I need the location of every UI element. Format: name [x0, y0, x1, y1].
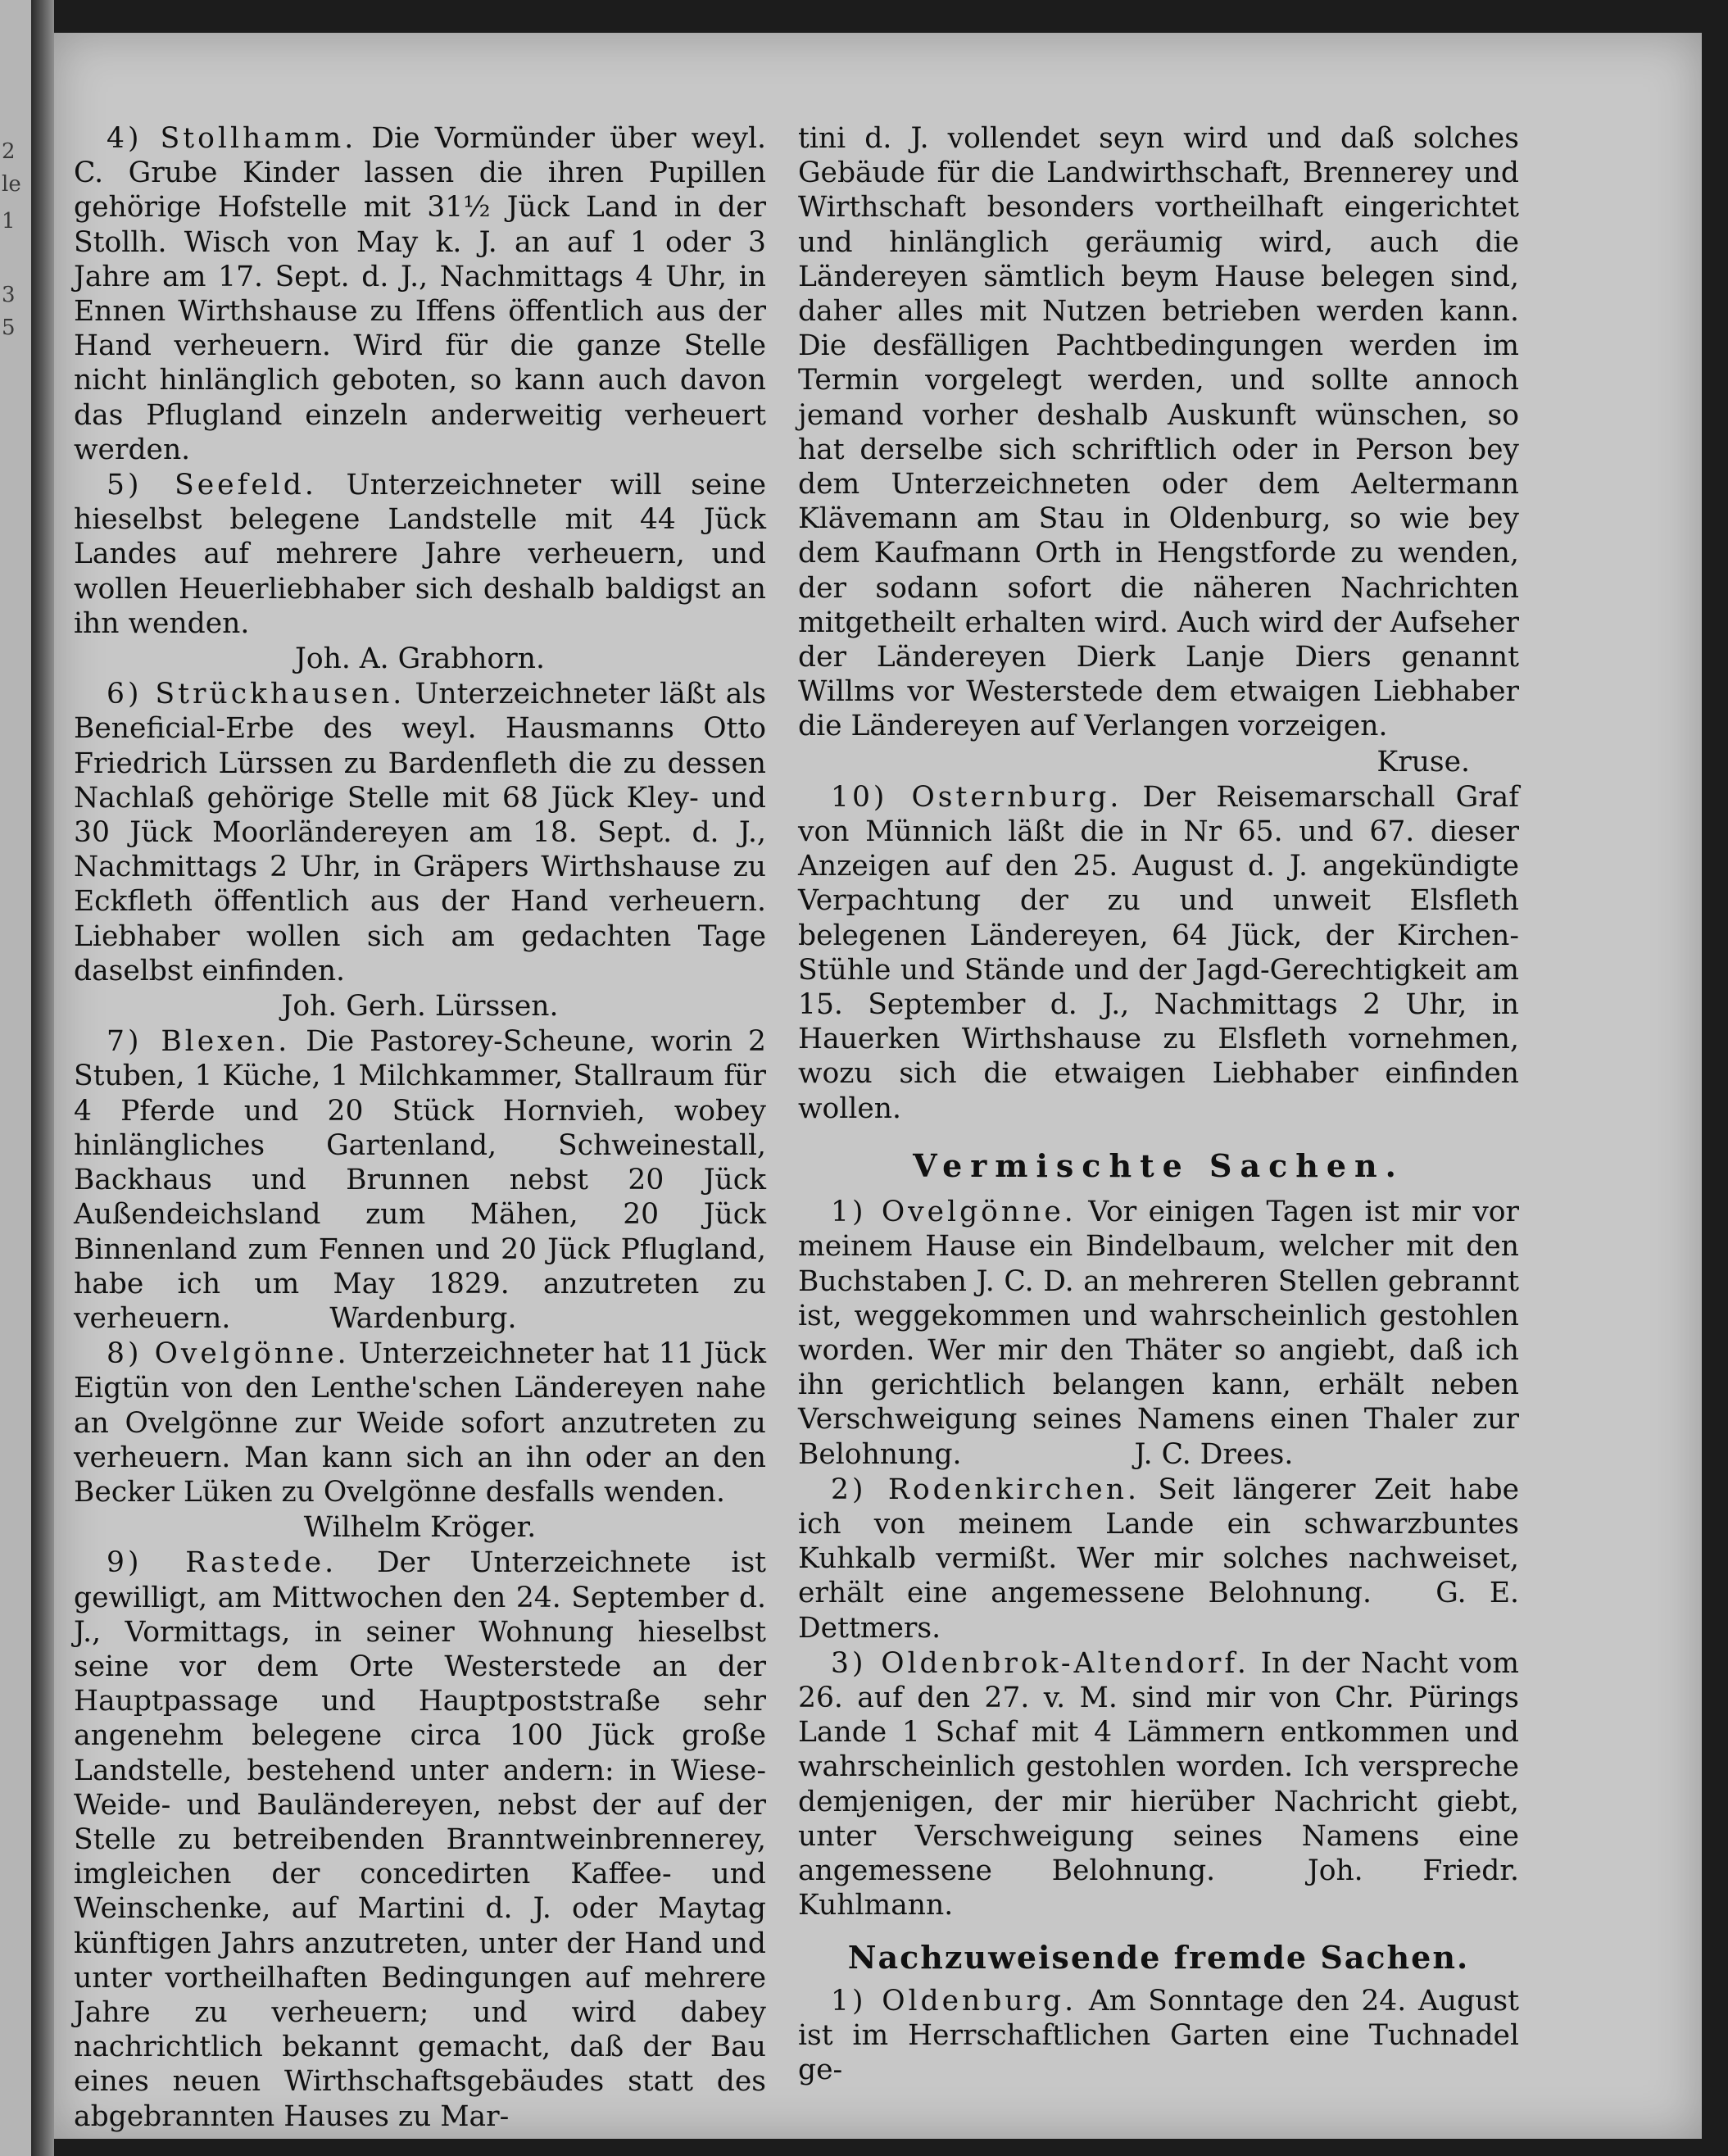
- notice-lead: 3) Oldenbrok-Altendorf.: [831, 1646, 1250, 1680]
- notice-paragraph: [74, 677, 766, 988]
- notice-lead: 5) Seefeld.: [107, 469, 317, 502]
- notice-paragraph: [798, 1195, 1519, 1472]
- notice-text: Der Unterzeichnete ist gewilligt, am Mittwochen den 24. September d. J., Vormittags, in seiner Wohnung hieselbst seine vor dem Orte Westerstede an der Hauptpassage und Hauptpoststraße sehr angenehm belegene circa 100 Jück große Landstelle, bestehend unter andern: in Wiese-Weide- und Bauländereyen, nebst der auf der Stelle zu betreibenden Branntweinbrennerey, imgleichen der concedirten Kaffee- und Weinschenke, auf Martini d. J. oder Maytag künftigen Jahrs anzutreten, unter der Hand und unter vortheilhaften Bedingungen auf mehrere Jahre zu verheuern; und wird dabey nachrichtlich bekannt gemacht, daß der Bau eines neuen Wirthschaftsgebäudes statt des abgebrannten Hauses zu Mar-: [74, 1546, 767, 2133]
- notice-signature: Wilhelm Kröger.: [303, 1511, 537, 1545]
- notice-text: Die Pastorey-Scheune, worin 2 Stuben, 1 Küche, 1 Milchkammer, Stallraum für 4 Pferde und 20 Stück Hornvieh, wobey hinlängliches Gartenland, Schweinestall, Backhaus und Brunnen nebst 20 Jück Außendeichsland zum Mähen, 20 Jück Binnenland zum Fennen und 20 Jück Pflugland, habe ich um May 1829. anzutreten zu verheuern.: [74, 1025, 766, 1335]
- left-column: [74, 121, 766, 2135]
- notice-text: Der Reisemarschall Graf von Münnich läßt die in Nr 65. und 67. dieser Anzeigen auf den 25. August d. J. angekündigte Verpachtung der zu und unweit Elsfleth belegenen Ländereyen, 64 Jück, der Kirchen-Stühle und Stände und der Jagd-Gerechtigkeit am 15. September d. J., Nachmittags 2 Uhr, in Hauerken Wirthshause zu Elsfleth vornehmen, wozu sich die etwaigen Liebhaber einfinden wollen.: [798, 780, 1520, 1125]
- notice-paragraph: [798, 1984, 1519, 2088]
- notice-lead: 1) Ovelgönne.: [831, 1196, 1077, 1229]
- notice-continuation: tini d. J. vollendet seyn wird und daß solches Gebäude für die Landwirthschaft, Brennerey und Wirthschaft besonders vortheilhaft eingerichtet und hinlänglich geräumig wird, auch die Ländereyen sämtlich beym Hause belegen sind, daher alles mit Nutzen betrieben werden kann. Die desfälligen Pachtbedingungen werden im Termin vorgelegt werden, und sollte annoch jemand vorher deshalb Auskunft wünschen, so hat derselbe sich schriftlich oder in Person bey dem Unterzeichneten oder dem Aeltermann Klävemann am Stau in Oldenburg, so wie bey dem Kaufmann Orth in Hengstforde zu wenden, der sodann sofort die näheren Nachrichten mitgetheilt erhalten wird. Auch wird der Aufseher der Ländereyen Dierk Lanje Diers genannt Willms vor Westerstede dem etwaigen Liebhaber die Ländereyen auf Verlangen vorzeigen.: [798, 122, 1519, 743]
- notice-text: Die Vormünder über weyl. C. Grube Kinder lassen die ihren Pupillen gehörige Hofstelle mit 31½ Jück Land in der Stollh. Wisch von May k. J. an auf 1 oder 3 Jahre am 17. Sept. d. J., Nachmittags 4 Uhr, in Ennen Wirthshause zu Iffens öffentlich aus der Hand verheuern. Wird für die ganze Stelle nicht hinlänglich geboten, so kann auch davon das Pflugland einzeln anderweitig verheuert werden.: [74, 122, 766, 466]
- notice-signature: Wardenburg.: [329, 1301, 517, 1335]
- notice-signature: Joh. A. Grabhorn.: [295, 642, 545, 676]
- notice-signature: Joh. Friedr. Kuhlmann.: [798, 1854, 1520, 1922]
- notice-lead: 10) Osternburg.: [831, 780, 1123, 814]
- notice-text: Am Sonntage den 24. August ist im Herrschaftlichen Garten eine Tuchnadel ge-: [798, 1984, 1520, 2086]
- section-heading-vermischte: Vermischte Sachen.: [913, 1146, 1404, 1184]
- notice-lead: 6) Strückhausen.: [107, 678, 406, 711]
- notice-text: Unterzeichneter läßt als Beneficial-Erbe des weyl. Hausmanns Otto Friedrich Lürssen zu Bardenfleth die zu dessen Nachlaß gehörige Stelle mit 68 Jück Kley- und 30 Jück Moorländereyen am 18. Sept. d. J., Nachmittags 2 Uhr, in Gräpers Wirthshause zu Eckfleth öffentlich aus der Hand verheuern. Liebhaber wollen sich am gedachten Tage daselbst einfinden.: [74, 678, 766, 987]
- book-gutter: [31, 0, 54, 2156]
- margin-fragment: 1: [2, 209, 16, 234]
- notice-signature: J. C. Drees.: [1134, 1437, 1294, 1471]
- notice-text: Seit längerer Zeit habe ich von meinem Lande ein schwarzbuntes Kuhkalb vermißt. Wer mir solches nachweiset, erhält eine angemessene Belohnung.: [798, 1473, 1520, 1610]
- notice-paragraph: [798, 1646, 1519, 1923]
- notice-text: Vor einigen Tagen ist mir vor meinem Hause ein Bindelbaum, welcher mit den Buchstaben J. C. D. an mehreren Stellen gebrannt ist, weggekommen und wahrscheinlich gestohlen worden. Wer mir den Thäter so angiebt, daß ich ihn gerichtlich belangen kann, erhält neben Verschweigung seines Namens einen Thaler zur Belohnung.: [798, 1196, 1519, 1471]
- notice-lead: 1) Oldenburg.: [831, 1984, 1077, 2018]
- notice-text: In der Nacht vom 26. auf den 27. v. M. sind mir von Chr. Pürings Lande 1 Schaf mit 4 Lämmern entkommen und wahrscheinlich gestohlen worden. Ich verspreche demjenigen, der mir hierüber Nachricht giebt, unter Verschweigung seines Namens eine angemessene Belohnung.: [798, 1646, 1519, 1887]
- notice-signature: G. E. Dettmers.: [798, 1577, 1519, 1645]
- margin-fragment: 3: [2, 283, 16, 307]
- notice-lead: 2) Rodenkirchen.: [831, 1473, 1140, 1506]
- previous-page-strip: [0, 0, 31, 2156]
- notice-signature: Kruse.: [1377, 745, 1470, 778]
- notice-paragraph: [74, 1024, 766, 1336]
- margin-fragment: 2: [2, 139, 16, 164]
- notice-lead: 7) Blexen.: [107, 1025, 291, 1059]
- notice-lead: 8) Ovelgönne.: [107, 1337, 350, 1371]
- newspaper-page: [54, 33, 1702, 2139]
- notice-paragraph: [74, 1337, 766, 1509]
- margin-fragment: 5: [2, 315, 16, 340]
- notice-signature: Joh. Gerh. Lürssen.: [281, 990, 559, 1024]
- notice-text: Unterzeichneter will seine hieselbst belegene Landstelle mit 44 Jück Landes auf mehrere Jahre verheuern, und wollen Heuerliebhaber sich deshalb baldigst an ihn wenden.: [74, 469, 766, 640]
- right-column: [798, 121, 1519, 2088]
- notice-text: Unterzeichneter hat 11 Jück Eigtün von den Lenthe'schen Ländereyen nahe an Ovelgönne zur Weide sofort anzutreten zu verheuern. Man kann sich an ihn oder an den Becker Lüken zu Ovelgönne desfalls wenden.: [74, 1337, 767, 1509]
- notice-lead: 9) Rastede.: [107, 1546, 338, 1580]
- notice-paragraph: [74, 121, 766, 467]
- notice-paragraph: [798, 1473, 1519, 1645]
- notice-paragraph: [74, 468, 766, 641]
- margin-fragment: le: [2, 172, 21, 197]
- notice-paragraph: [74, 1546, 766, 2133]
- section-heading-nachzuweisende: Nachzuweisende fremde Sachen.: [847, 1939, 1470, 1977]
- notice-lead: 4) Stollhamm.: [107, 122, 357, 155]
- notice-paragraph: [798, 780, 1519, 1126]
